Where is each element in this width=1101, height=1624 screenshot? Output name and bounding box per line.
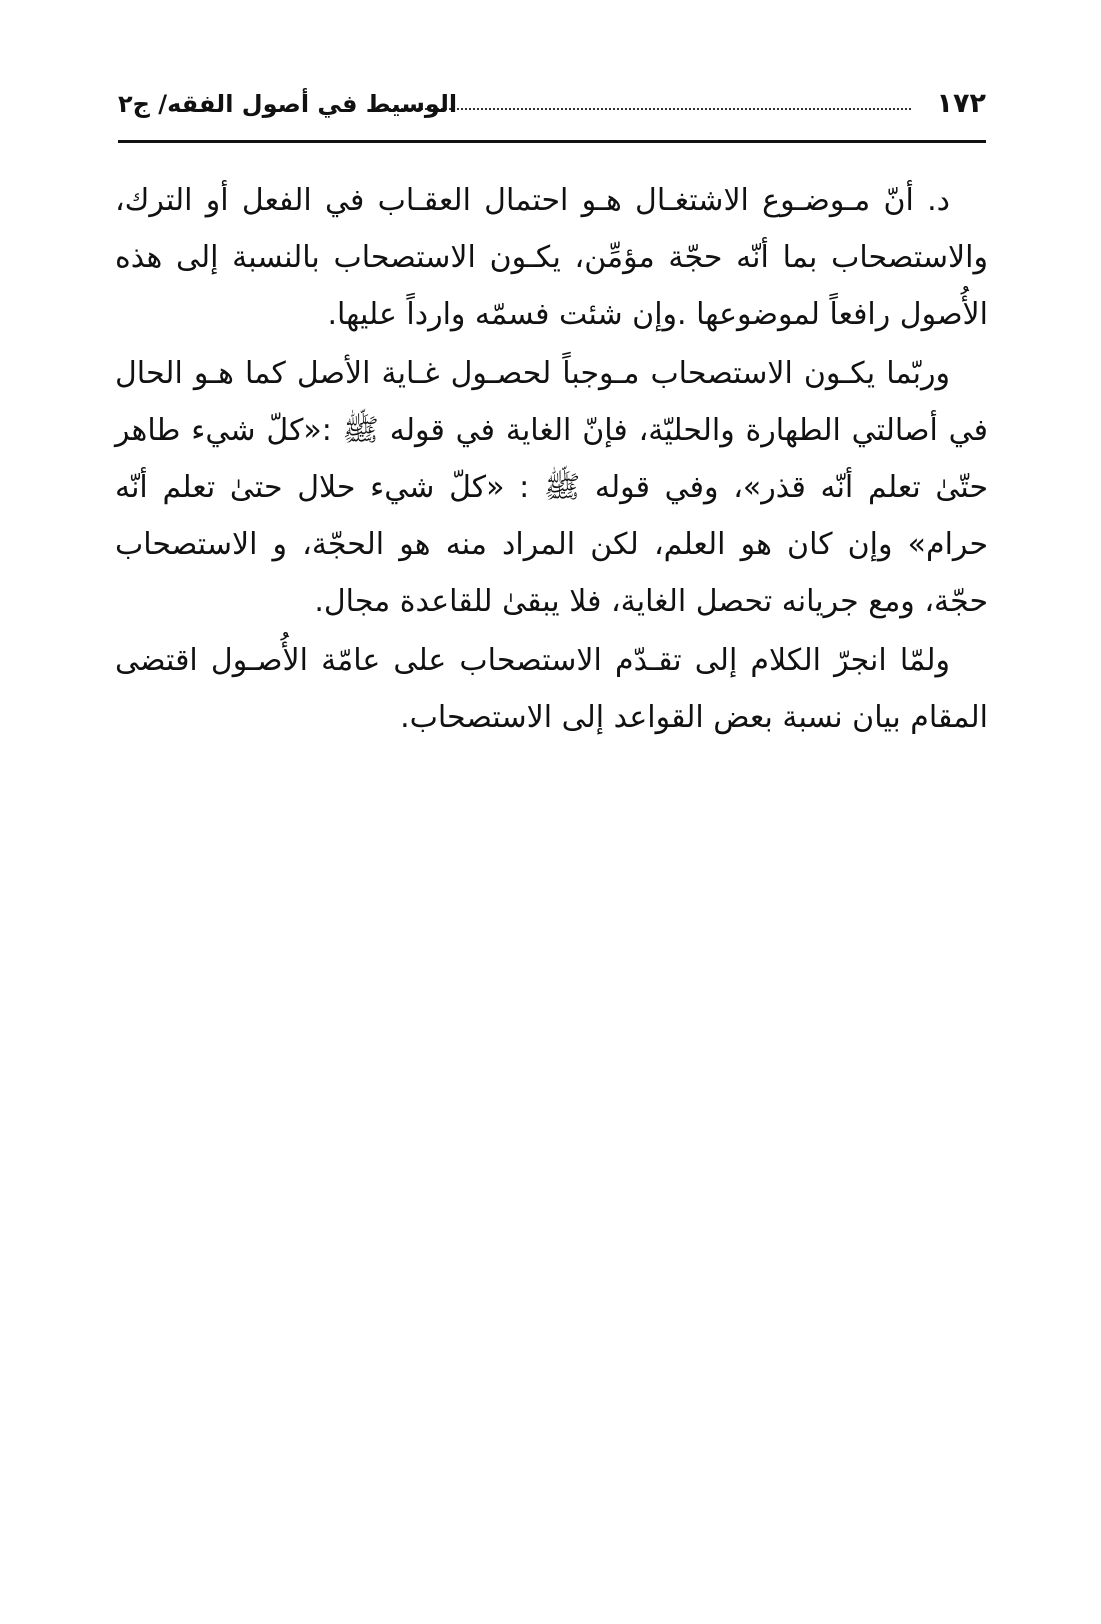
- header-dotted-leader: [386, 108, 911, 110]
- page-number: ١٧٢: [936, 88, 986, 119]
- running-title: الوسيط في أصول الفقه/ ج٢: [118, 90, 458, 118]
- paragraph: د. أنّ مـوضـوع الاشتغـال هـو احتمال العقـاب في الفعل أو الترك، والاستصحاب بما أنّه حجّة مؤمِّن، يكـون الاستصحاب بالنسبة إلى هذه الأُصول رافعاً لموضوعها .وإن شئت فسمّه وارداً عليها.: [115, 183, 988, 332]
- main-text: [115, 172, 988, 748]
- header-rule: [118, 140, 986, 143]
- page-header: [118, 86, 986, 132]
- paragraph: وربّما يكـون الاستصحاب مـوجباً لحصـول غـاية الأصل كما هـو الحال في أصالتي الطهارة والحليّة، فإنّ الغاية في قوله ﷺ :«كلّ شيء طاهر حتّىٰ تعلم أنّه قذر»، وفي قوله ﷺ : «كلّ شيء حلال حتىٰ تعلم أنّه حرام» وإن كان هو العلم، لكن المراد منه هو الحجّة، و الاستصحاب حجّة، ومع جريانه تحصل الغاية، فلا يبقىٰ للقاعدة مجال.: [115, 356, 988, 619]
- paragraph: ولمّا انجرّ الكلام إلى تقـدّم الاستصحاب على عامّة الأُصـول اقتضى المقام بيان نسبة بعض القواعد إلى الاستصحاب.: [115, 643, 988, 735]
